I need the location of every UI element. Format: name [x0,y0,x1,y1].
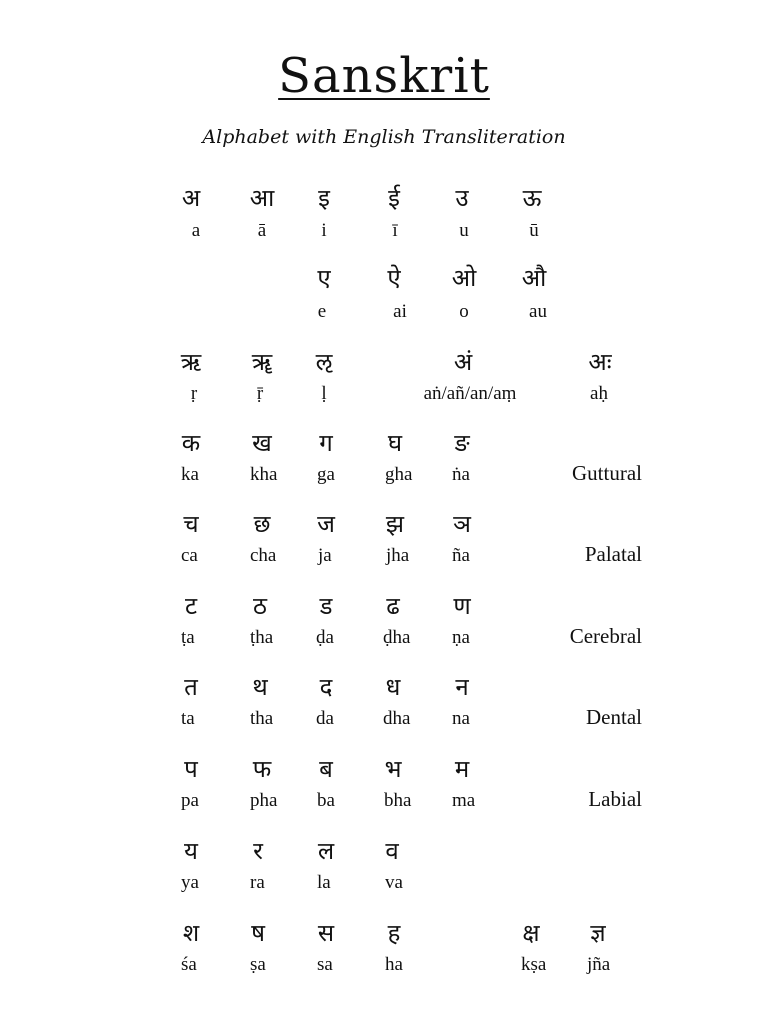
devanagari-letter: ऋ [180,348,202,376]
transliteration: ṣa [250,954,266,975]
articulation-place-label: Guttural [572,461,642,485]
transliteration: ṅa [452,464,470,485]
transliteration: ṝ [256,383,264,404]
devanagari-letter: व [385,837,399,865]
transliteration: ḷ [321,383,327,404]
devanagari-letter: ओ [451,264,477,292]
transliteration: u [459,220,469,241]
transliteration: pa [181,790,199,811]
transliteration: ra [250,872,265,893]
devanagari-letter: प [184,755,198,783]
articulation-place-label: Labial [588,787,642,811]
devanagari-letter: भ [384,755,402,783]
transliteration: au [529,301,547,322]
transliteration: pha [250,790,278,811]
devanagari-letter: स [317,919,335,947]
transliteration: ña [452,545,470,566]
devanagari-letter: क [181,429,201,457]
transliteration: jha [386,545,410,566]
devanagari-letter: इ [318,184,330,212]
devanagari-letter: ल [317,837,335,865]
page-title-text: Sanskrit [278,48,490,104]
devanagari-letter: छ [253,510,271,538]
transliteration: dha [383,708,411,729]
transliteration: cha [250,545,277,566]
transliteration: śa [181,954,197,975]
devanagari-letter: ए [317,264,331,292]
devanagari-letter: य [184,837,198,865]
transliteration: ta [181,708,195,729]
transliteration: o [459,301,469,322]
devanagari-letter: श [182,919,200,947]
devanagari-letter: म [454,755,470,783]
transliteration: va [385,872,403,893]
devanagari-letter: थ [252,673,268,701]
transliteration: la [317,872,331,893]
transliteration: jña [587,954,611,975]
devanagari-letter: ष [251,919,265,947]
devanagari-letter: च [183,510,199,538]
transliteration: ka [181,464,199,485]
page-subtitle: Alphabet with English Transliteration [202,126,566,148]
devanagari-letter: ई [388,184,400,212]
devanagari-letter: ध [385,673,401,701]
devanagari-letter: अः [588,348,612,376]
devanagari-letter: द [319,673,333,701]
transliteration: i [321,220,327,241]
devanagari-letter: ऊ [522,184,542,212]
transliteration: ū [529,220,539,241]
devanagari-letter: औ [521,264,547,292]
transliteration: kṣa [521,954,547,975]
transliteration: ṇa [452,627,470,648]
devanagari-letter: ण [453,592,471,620]
transliteration: a [191,220,201,241]
transliteration: ḍa [316,627,334,648]
page-title [0,48,768,104]
devanagari-letter: ञ [453,510,471,538]
devanagari-letter: फ [252,755,272,783]
devanagari-letter: अं [453,348,473,376]
transliteration: ba [317,790,335,811]
devanagari-letter: ग [319,429,333,457]
devanagari-letter: ट [184,592,198,620]
devanagari-letter: र [253,837,263,865]
transliteration: ṭha [250,627,274,648]
devanagari-letter: झ [385,510,405,538]
articulation-place-label: Dental [586,705,642,729]
transliteration: ca [181,545,198,566]
transliteration: gha [385,464,413,485]
transliteration: ma [452,790,476,811]
devanagari-letter: आ [249,184,275,212]
devanagari-letter: घ [387,429,403,457]
transliteration: da [316,708,334,729]
transliteration: aṅ/añ/an/aṃ [423,383,517,404]
devanagari-letter: त [184,673,198,701]
devanagari-letter: अ [181,184,201,212]
articulation-place-label: Palatal [584,542,642,566]
transliteration: aḥ [590,383,608,404]
devanagari-letter: ख [252,429,272,457]
devanagari-letter: ॠ [251,348,273,376]
devanagari-letter: क्ष [522,919,540,947]
transliteration: ga [317,464,335,485]
devanagari-letter: न [455,673,469,701]
devanagari-letter: ङ [454,429,470,457]
articulation-place-label: Cerebral [569,624,642,648]
devanagari-letter: ह [387,919,401,947]
devanagari-letter: उ [455,184,469,212]
transliteration: ya [181,872,199,893]
transliteration: tha [250,708,274,729]
transliteration: ja [318,545,332,566]
devanagari-letter: ठ [253,592,267,620]
transliteration: bha [384,790,412,811]
transliteration: ai [393,301,407,322]
transliteration: ā [257,220,267,241]
devanagari-letter: ड [319,592,333,620]
devanagari-letter: ज्ञ [590,919,606,947]
devanagari-letter: ब [319,755,333,783]
transliteration: na [452,708,470,729]
devanagari-letter: ऐ [387,264,401,292]
devanagari-letter: ऌ [315,348,333,376]
transliteration: e [317,301,327,322]
transliteration: ṭa [181,627,195,648]
transliteration: ī [392,220,398,241]
devanagari-letter: ढ [386,592,400,620]
transliteration: kha [250,464,278,485]
devanagari-letter: ज [317,510,335,538]
transliteration: ḍha [383,627,411,648]
transliteration: ha [385,954,403,975]
transliteration: ṛ [190,383,198,404]
transliteration: sa [317,954,333,975]
